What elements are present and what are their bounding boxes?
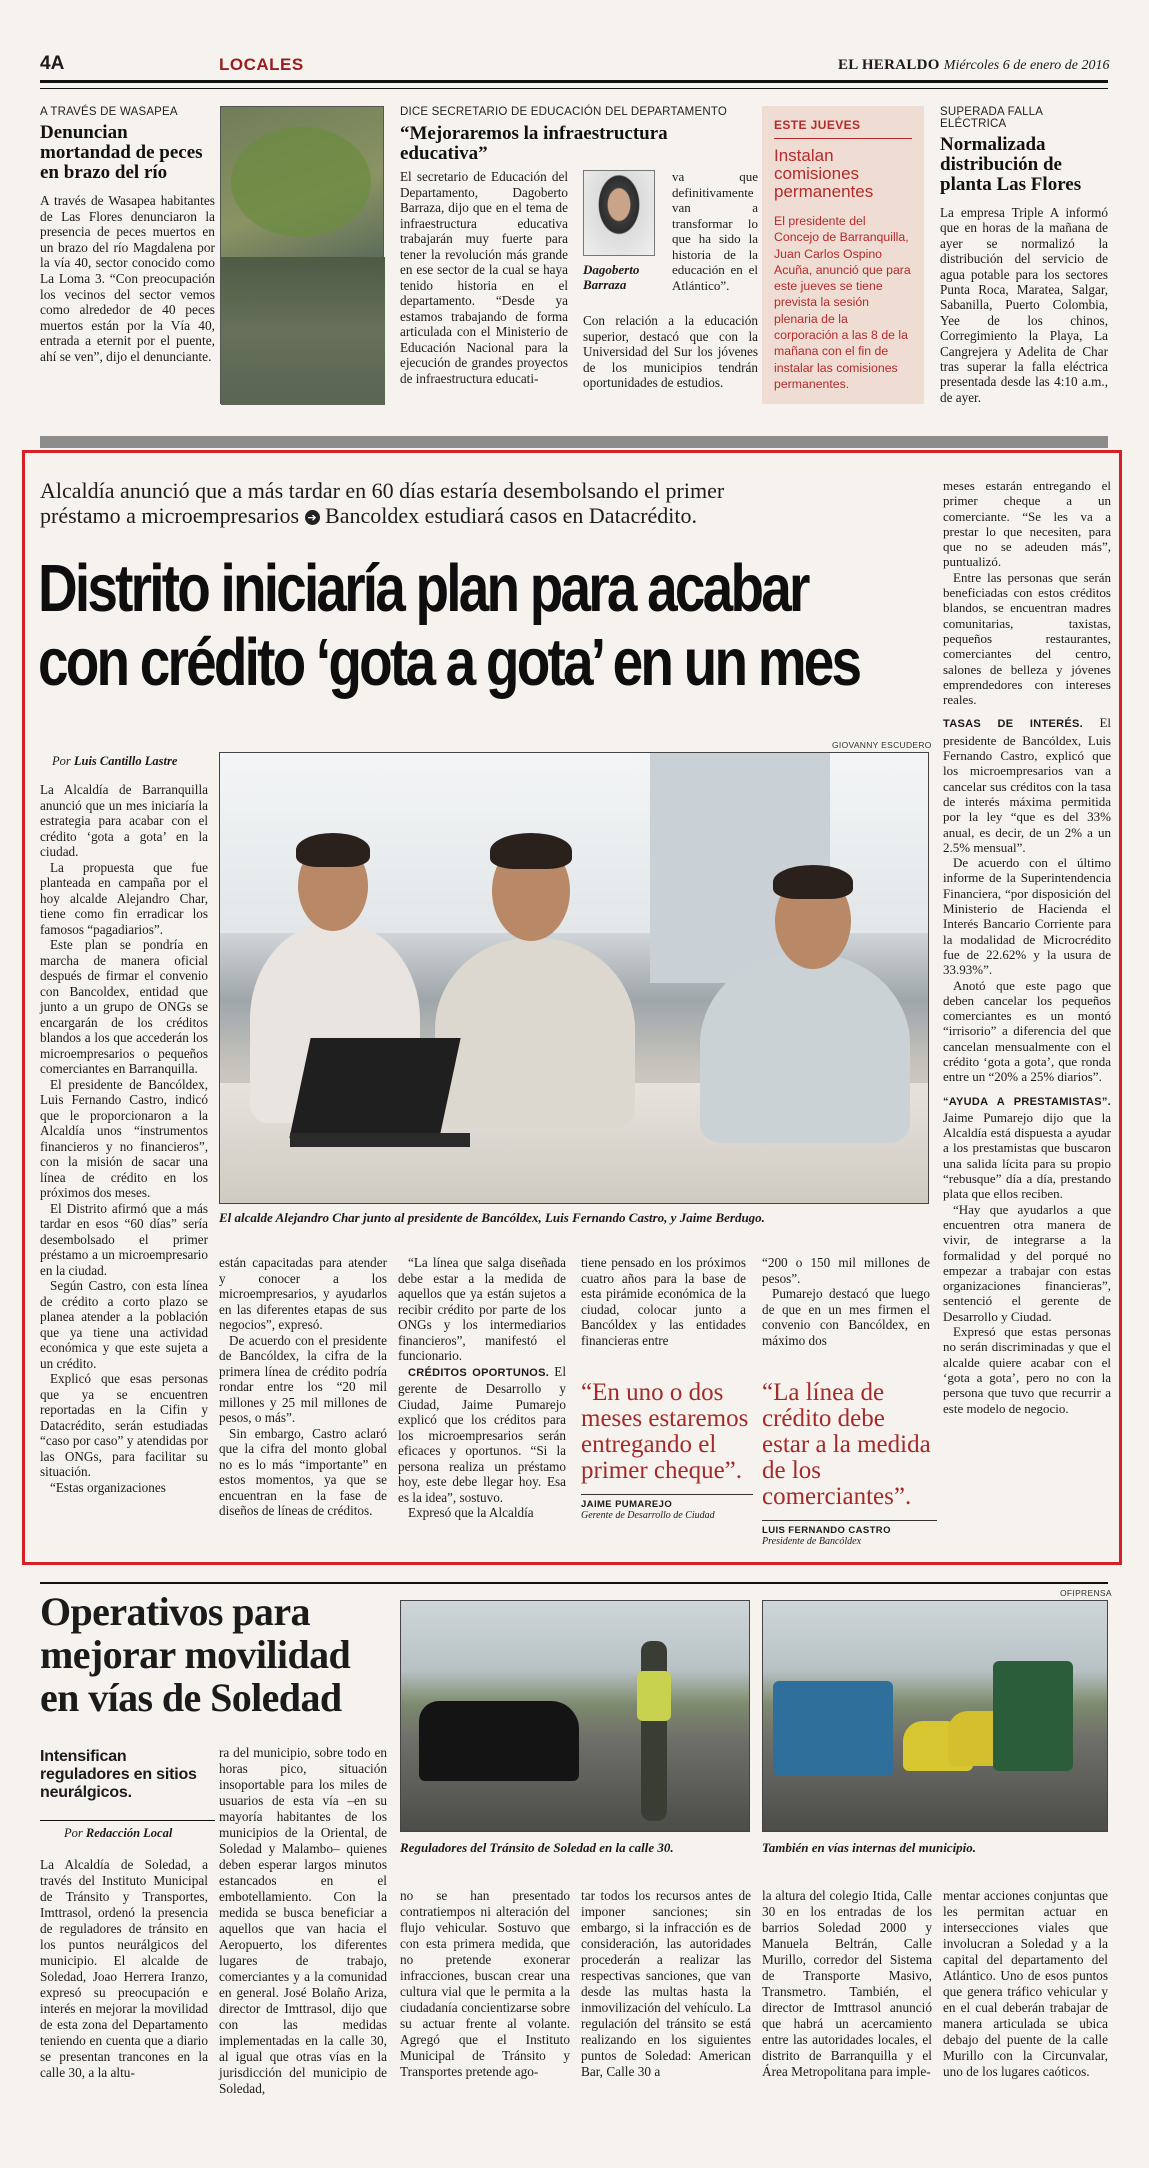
pull-quote-pumarejo [581,1380,753,1521]
paragraph [398,1364,566,1506]
main-byline [52,754,177,769]
bottom-col6: mentar acciones conjuntas que les permitan actuar en intersecciones viales que involucran a Soledad y a la capital del departamento del Atlántico. Uno de esos puntos que genera tráfico vehicular y en el cual deberán trabajar de manera articulada se ubica debajo del puente de la calle Murillo con la Circunvalar, uno de los lugares caóticos. [943,1888,1108,2079]
street-photo-left [400,1600,750,1832]
headline-line: Distrito iniciaría plan para acabar [38,551,808,626]
byline-prefix: Por [64,1826,83,1840]
byline-prefix: Por [52,754,71,768]
bottom-col1: La Alcaldía de Soledad, a través del Instituto Municipal de Tránsito y Transportes, Imttrasol, ordenó la presencia de reguladores de tránsito en los puntos neurálgicos del municipio. El alcalde de Soledad, Joao Herrera Iranzo, expresó su preocupación e interés en mejorar la movilidad de esta zona del Departamento teniendo en cuenta que a diario se presentan trancones en la calle 30, a la altu- [40,1857,208,2080]
portrait-caption [583,262,639,292]
masthead-line [838,56,1110,74]
quote-text: “En uno o dos meses estaremos entregando el primer cheque”. [581,1379,749,1484]
quote-role: Gerente de Desarrollo de Ciudad [581,1510,715,1521]
deck-line [40,503,940,528]
paragraph: La propuesta que fue planteada en campaña por el hoy alcalde Alejandro Char, tiene como fin erradicar los famosos “pagadiarios”. [40,859,208,937]
main-headline [38,552,859,700]
photo-credit: GIOVANNY ESCUDERO [832,740,932,750]
education-col1: El secretario de Educación del Departamento, Dagoberto Barraza, dijo que en el tema de infraestructura educativa trabajarán muy fuerte para tener la revolución más grande en ese sector de la cual se haya tenido historia en el departamento. “Desde ya estamos trabajando de forma articulada con el Ministerio de Educación Nacional para la ejecución de grandes proyectos de infraestructura educati- [400,169,568,386]
paragraph: “Hay que ayudarlos a que encuentren otra manera de vivir, de integrarse a la formalidad y del porqué no empezar a trabajar con estas organizaciones financieras”, sentenció el gerente de Desarrollo y Ciudad. [943,1201,1111,1324]
pull-quote-castro [762,1380,937,1547]
headline-line: Normalizada [940,134,1046,155]
paragraph: Entre las personas que serán beneficiadas con estos créditos blandos, se encuentran madres comunitarias, taxistas, pequeños restaurantes, comerciantes del centro, salones de belleza y jóvenes emprendedores con intereses reales. [943,569,1111,708]
paragraph: “La línea que salga diseñada debe estar a la medida de aquellos que ya están sujetos a recibir crédito por parte de los ONGs y los intermediarios financieros”, manifestó el funcionario. [398,1255,566,1363]
header-rule [40,80,1108,83]
brief-body: El presidente del Concejo de Barranquilla, Juan Carlos Ospino Acuña, anunció que para este jueves se tiene prevista la sesión plenaria de la corporación a las 8 de la mañana con el fin de instalar las comisiones permanentes. [774,214,911,391]
river-photo [220,106,384,404]
paragraph: El presidente de Bancóldex, Luis Fernando Castro, indicó que le proporcionaron a la Alcaldía unos “instrumentos financieros y no financieros”, con la misión de sacar una línea de crédito en los próximos dos meses. [40,1076,208,1200]
caption-left: Reguladores del Tránsito de Soledad en la calle 30. [400,1840,674,1855]
brief-wasapea [40,106,215,365]
headline-line: mortandad de peces [40,142,203,163]
main-col-e [762,1255,930,1348]
paragraph [943,715,1111,855]
paragraph: Según Castro, con esta línea de crédito a corto plazo se planea atender a la población que ya tiene una actividad económica y que este sujeta a un crédito. [40,1278,208,1371]
section-name: LOCALES [219,55,304,74]
paragraph: Expresó que estas personas no serán discriminadas y que el alcalde quiere acabar con el ‘gota a gota’, pero no con la persona que tuvo que recurrir a este modelo de negocio. [943,1324,1111,1416]
paragraph: están capacitadas para atender y conocer a los microempresarios, y ayudarlos en las diferentes etapas de sus negocios”, expresó. [219,1255,387,1332]
brief-jueves-box [762,106,924,404]
brief-body: A través de Wasapea habitantes de Las Flores denunciaron la presencia de peces muertos en un brazo del río Magdalena por la vía 40, sector conocido como La Loma 3. “Con preocupación los vecinos del sector vemos como alrededor de 40 peces muertos están por la Vía 40, entrada a eternit por el puente, ahí se ven”, dijo el denunciante. [40,193,215,364]
brief-kicker: DICE SECRETARIO DE EDUCACIÓN DEL DEPARTAMENTO [400,106,728,118]
paragraph: Explicó que esas personas que ya se encuentren reportadas en la Cifin y Datacrédito, serán estudiadas “caso por caso” y atendidas por las ONGs, para facilitar su situación. [40,1371,208,1479]
arrow-icon: ➔ [305,510,320,525]
headline-line: mejorar movilidad [40,1632,351,1677]
education-col2-bottom: Con relación a la educación superior, destacó que con la Universidad del Sur los jóvenes de los municipios tendrán oportunidades de estudios. [583,313,758,390]
subhead: “AYUDA A PRESTAMISTAS”. [943,1095,1111,1108]
main-col-c [398,1255,566,1521]
bottom-col4: tar todos los recursos antes de imponer sanciones; sin embargo, si la infracción es de consideración, las autoridades procederán a realizar las respectivas sanciones, que van desde las multas hasta la inmovilización del vehículo. La regulación del tránsito se está realizando en los siguientes puntos de Soledad: American Bar, Calle 30 a [581,1888,751,2079]
main-deck [40,478,940,528]
portrait-name: Dagoberto [583,262,640,277]
paragraph: De acuerdo con el último informe de la Superintendencia Financiera, “por disposición del Ministerio de Hacienda el Interés Bancario Corriente para la modalidad de Microcrédito fue de 22.62% y la usura de 33.93%”. [943,855,1111,978]
quote-author: LUIS FERNANDO CASTRO [762,1525,891,1536]
paragraph: Anotó que este pago que deben cancelar los pequeños comerciantes es un montó “irrisorio” a diferencia del que cancelan mensualmente con el crédito ‘gota a gota’, que ronda entre un “20% a 25% diarios”. [943,977,1111,1085]
portrait-photo [583,170,655,256]
paragraph [943,1093,1111,1202]
paragraph-text: Jaime Pumarejo dijo que la Alcaldía está dispuesta a ayudar a los prestamistas que buscaron una salida lícita para su propio “rebusque” día a día, prestando plata que ellos reciben. [943,1109,1111,1202]
brief-body: La empresa Triple A informó que en horas de la mañana de ayer se normalizó la distribución del servicio de agua potable para los sectores Punta Roca, Maratea, Salgar, Sabanilla, Puerto Colombia, Yee de los chinos, Corregimiento la Playa, La Cangrejera y Adelita de Char tras superar la falla eléctrica presentada desde las 4:10 a.m., de ayer. [940,205,1108,405]
meeting-photo [219,752,929,1204]
education-col2-top: va que definitivamente van a transformar lo que ha sido la historia de la educación en el Atlántico”. [672,169,758,293]
paragraph: La Alcaldía de Barranquilla anunció que un mes iniciaría la estrategia para acabar con el crédito ‘gota a gota’ en la ciudad. [40,782,208,859]
brief-electrica [940,106,1108,405]
brief-kicker: SUPERADA FALLA ELÉCTRICA [940,106,1043,130]
main-col-d: tiene pensado en los próximos cuatro años para la base de esta pirámide económica de la ciudad, colocar junto a Bancóldex y las entidades financieras entre [581,1255,746,1348]
caption-right: También en vías internas del municipio. [762,1840,977,1855]
header-rule-thin [40,88,1108,89]
brief-headline [40,123,215,183]
main-photo-caption: El alcalde Alejandro Char junto al presidente de Bancóldex, Luis Fernando Castro, y Jaime Berdugo. [219,1210,765,1225]
bottom-headline [40,1590,410,1719]
brief-headline: “Mejoraremos la infraestructura educativa” [400,123,668,164]
paragraph: Este plan se pondría en marcha de manera oficial después de firmar el convenio con Bancoldex, entidad que junto a un grupo de ONGs se encargarán de los créditos blandos a los que accederán los microempresarios o pequeños comerciantes en Barranquilla. [40,937,208,1076]
quote-rule [762,1520,937,1521]
headline-line: en brazo del río [40,162,168,183]
headline-line: planta Las Flores [940,174,1082,195]
headline-line: con crédito ‘gota a gota’ en un mes [38,625,860,700]
portrait-name: Barraza [583,277,627,292]
photo-credit: OFIPRENSA [1060,1588,1112,1598]
brief-education [400,106,748,164]
paragraph-text: El gerente de Desarrollo y Ciudad, Jaime Pumarejo explicó que los créditos para los microempresarios serán eficaces y oportunos. “Si la persona realiza un préstamo hoy, este debe llegar hoy. Esa es la idea”, sostuvo. [398,1363,566,1505]
deck-text: préstamo a microempresarios [40,503,300,528]
brief-headline: Instalan comisiones permanentes [774,146,874,201]
headline-line: distribución de [940,154,1062,175]
quote-rule [581,1494,753,1495]
bottom-col3: no se han presentado contratiempos ni alteración del flujo vehicular. Sostuvo que con esta primera medida, que no pretende exonerar infracciones, buscan crear una cultura vial que le permita a la ciudadanía concientizarse sobre su actuar frente al volante. Agregó que el Instituto Municipal de Tránsito y Transportes pretende ago- [400,1888,570,2079]
separator-band [40,436,1108,448]
box-rule [774,138,912,139]
bottom-byline [64,1826,172,1841]
headline-line: Operativos para [40,1589,310,1634]
main-col-left [40,782,208,1495]
newspaper-name: EL HERALDO [838,57,940,73]
paragraph: Expresó que la Alcaldía [408,1505,534,1520]
bottom-subhead: Intensifican reguladores en sitios neurálgicos. [40,1748,197,1801]
headline-line: en vías de Soledad [40,1675,342,1720]
brief-kicker: ESTE JUEVES [774,118,861,132]
paragraph: Sin embargo, Castro aclaró que la cifra del monto global no es lo más “importante” en estos momentos, ya que se encuentran en la fase de diseños de líneas de créditos. [219,1425,387,1518]
quote-role: Presidente de Bancóldex [762,1536,862,1547]
page-number: 4A [40,53,65,74]
quote-text: “La línea de crédito debe estar a la medida de los comerciantes”. [762,1379,931,1510]
paragraph-text: El presidente de Bancóldex, Luis Fernando Castro, explicó que los microempresarios van a cancelar sus créditos con la tasa de interés máxima permitida por la ley “que es del 33% anual, es decir, de un 2% a un 2.5% mensual”. [943,715,1112,855]
paragraph: “Estas organizaciones [50,1479,166,1495]
paragraph: Pumarejo destacó que luego de que en un mes firmen el convenio con Bancóldex, en máximo dos [762,1286,930,1348]
paragraph: “200 o 150 mil millones de pesos”. [762,1255,930,1286]
issue-date: Miércoles 6 de enero de 2016 [943,58,1110,73]
paragraph: De acuerdo con el presidente de Bancóldex, la cifra de la primera línea de crédito podría rondar entre los “20 mil millones y 25 mil millones de pesos, o más”. [219,1332,387,1425]
main-col-right [943,478,1111,1416]
subhead-rule [40,1820,215,1821]
bottom-col5: la altura del colegio Itida, Calle 30 en los entradas de los barrios Soledad 2000 y Manuela Beltrán, Calle Murillo, corredor del Sistema de Transporte Masivo, Transmetro. También, el director de Imttrasol anunció que habrá un acercamiento entre las autoridades locales, el distrito de Barranquilla y el Área Metropolitana para imple- [762,1888,932,2079]
paragraph: meses estarán entregando el primer cheque a un comerciante. “Se les va a prestar lo que necesiten, para que no se adeuden más”, puntualizó. [943,478,1111,570]
author-name: Luis Cantillo Lastre [73,754,178,768]
quote-author: JAIME PUMAREJO [581,1499,673,1510]
main-col-b [219,1255,387,1519]
headline-line: Denuncian [40,122,128,143]
brief-kicker: A TRAVÉS DE WASAPEA [40,106,178,118]
author-name: Redacción Local [85,1826,173,1840]
deck-text: Bancoldex estudiará casos en Datacrédito. [325,503,698,528]
street-photo-right [762,1600,1108,1832]
deck-line: Alcaldía anunció que a más tardar en 60 días estaría desembolsando el primer [40,478,725,503]
subhead: CRÉDITOS OPORTUNOS. [408,1366,550,1379]
bottom-rule [40,1582,1108,1584]
paragraph: El Distrito afirmó que a más tardar en esos “60 días” sería desembolsado el primer préstamo a un microempresario en la ciudad. [40,1200,208,1278]
brief-headline [940,135,1108,195]
bottom-col2: ra del municipio, sobre todo en horas pico, situación insoportable para los miles de usuarios de esta vía –en su mayoría habitantes de los municipios de la Oriental, de Soledad y Malambo– quienes deben esperar largos minutos estancados en el embotellamiento. Con la medida se busca beneficiar a aquellos que van hacia el Aeropuerto, los diferentes lugares de trabajo, comerciantes y a la comunidad en general. José Bolaño Ariza, director de Imttrasol, dijo que con las medidas implementadas en la calle 30, al igual que otras vías en la jurisdicción del municipio de Soledad, [219,1745,387,2096]
subhead: TASAS DE INTERÉS. [943,718,1084,731]
